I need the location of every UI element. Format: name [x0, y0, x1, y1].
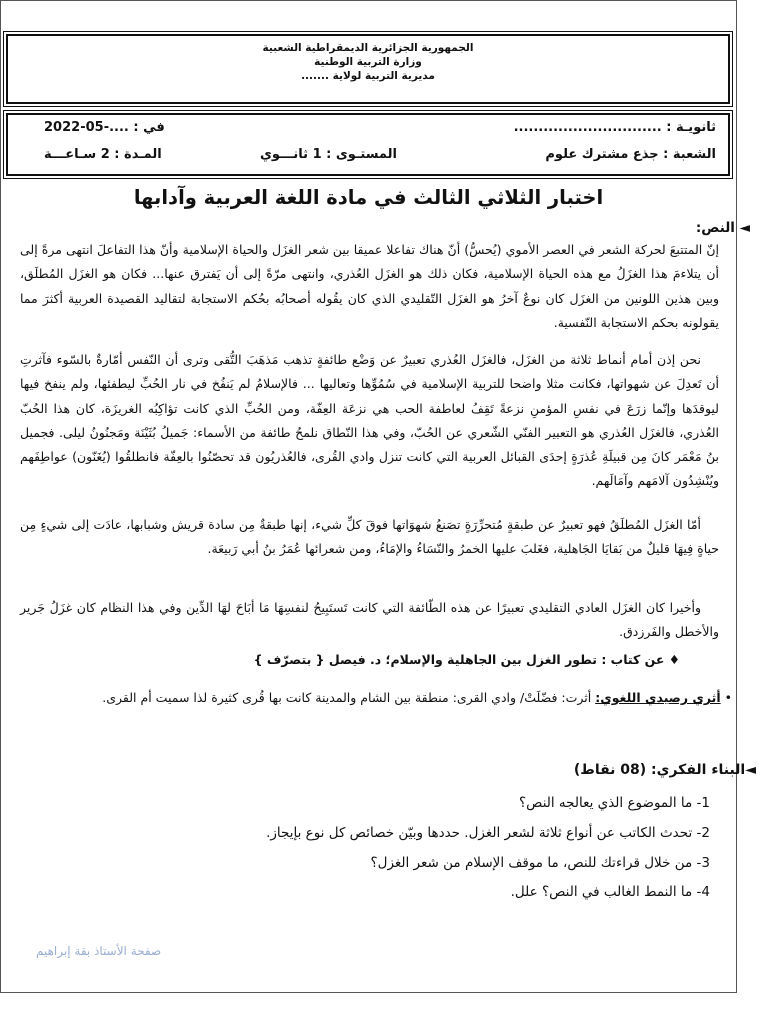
header-box [6, 34, 730, 104]
info-box [6, 113, 730, 176]
level-field: المستـوى : 1 ثانـــوي [260, 147, 397, 162]
text-heading: ◄ النص: [695, 220, 750, 236]
paragraph-1: إنّ المتتبعَ لحركة الشعر في العصر الأموي (يُحسُّ) أنّ هناك تفاعلا عميقا بين شعر الغزَل والحياة الإسلامية وأنّ هذا التفاعلَ انتهى مرةً إلى أن يتلاءمَ هذا الغزَلُ مع هذه الحياة الإسلامية، فكان ذلك هو الغزَل العُذري، وانتهى مرّةً إلى أن يَفترق عنها... فكان هو الغزَل المُطلَق، وبين هذين اللونين من الغزَل كان نوعٌ آخرُ هو الغزَل التّقليدي الذي كان يقُوله أصحابُه بحُكم الاستجابة لتقاليد القصيدة العربية أكثرَ مما يقولونه بحكم الاستجابة النّفسية. [20, 242, 719, 330]
section-heading: ◄البناء الفكري: (08 نقاط) [573, 762, 756, 778]
watermark-text: صفحة الأستاذ بقة إبراهيم [36, 944, 162, 958]
question-1: 1- ما الموضوع الذي يعالجه النص؟ [518, 795, 710, 811]
question-3: 3- من خلال قراءتك للنص، ما موقف الإسلام من شعر الغزل؟ [370, 855, 710, 871]
question-4: 4- ما النمط الغالب في النص؟ علل. [510, 884, 710, 900]
header-ministry: وزارة التربية الوطنية [314, 56, 422, 68]
source-citation: ♦ عن كتاب : تطور الغزل بين الجاهلية والإسلام؛ د. فيصل { بتصرّف } [253, 652, 680, 667]
duration-field: المـدة : 2 سـاعـــة [44, 147, 162, 162]
school-field: ثانويـة : .............................. [513, 120, 716, 135]
paragraph-2: نحن إذن أمام أنماط ثلاثة من الغزَل، فالغزَل العُذري تعبيرٌ عن وَضْع طائفةٍ تذهب مَذهَبَ التُّقى وترى أن النّفس أمّارةٌ بالسّوء فآثرتِ أن تَعدِلَ عن شهواتها، فكانت مثلا واضحا للتربية الإسلامية في سُمُوِّها وتعاليها ... فالإسلامُ لم يَنفُخ في نار الحُبِّ ليطفئها، ولم ينفخ فيها ليوقدَها وإنّما زرَعَ في نفسِ المؤمنِ نزعةً تَقِفُ لعاطفة الحب هي نزعَة العِفّة، ومن الحُبِّ الذي كانت تؤاكِبُه الغريزَة، كان هذا الحُبّ العُذري، فالغزَل العُذري هو التعبير الفنّي الشّعري عن الحُبّ، وفي هذا النّطاق نلمحُ طائفة من الأسماء: جَميلُ بُثَيْنَة ومَجنُونُ ليلى. فجميل بنُ مَعْمَر كانَ مِن قبيلَةِ عُذرَةٍ إحدَى القبائل العربية التي كانت تنزل وادي القُرى، فالعُذريُون قد تحصّنُوا بالعِفّة فانطلقُوا (يُغَنّون) عواطِفَهم ويُنْشِدُون آلامَهم وآمَالَهم. [20, 352, 719, 489]
paragraph-3: أمّا الغزَل المُطلَقُ فهو تعبيرٌ عن طبقةٍ مُتحرِّرَةٍ تصَنعُ شهوَاتها فوقَ كلِّ شيء، إنها طبقةٌ مِن سادة قريش وشبابها، عادَت إلى شيءٍ مِن حياةٍ فِيهَا قليلٌ من بَقايَا الجَاهلية، فغَلبَ عليها الخمرُ والنّسَاءُ والإمَاءُ، ومن شعرائها عُمَرُ بنُ أبي رَبيعَة. [20, 517, 719, 557]
vocab-label: أثري رصيدي اللغوي: [595, 690, 721, 705]
paragraph-4: وأخيرا كان الغزَل العادي التقليدي تعبيرًا عن هذه الطّائفة التي كانت تَستَبِيحُ لنفسِهَا مَا أبَاحَ لهَا الدِّين وفي هذا النظام كان غزَلُ جَرير والأخطل والفَرزدق. [20, 600, 719, 640]
vocabulary-line [10, 690, 732, 705]
branch-field: الشعبة : جذع مشترك علوم [545, 147, 716, 162]
vocab-text: أثرت: فضّلَتْ/ وادي القرى: منطقة بين الشام والمدينة كانت بها قُرى كثيرة لذا سميت أم القرى. [102, 690, 592, 705]
question-2: 2- تحدث الكاتب عن أنواع ثلاثة لشعر الغزل. حددها وبيّن خصائص كل نوع بإيجاز. [266, 825, 710, 841]
exam-title: اختبار الثلاثي الثالث في مادة اللغة العربية وآدابها [133, 186, 604, 209]
header-republic: الجمهورية الجزائرية الديمقراطية الشعبية [262, 42, 474, 54]
header-directorate: مديرية التربية لولاية ....... [301, 70, 435, 82]
date-field: في : ....-05-2022 [44, 120, 165, 135]
bullet: • [720, 690, 732, 705]
